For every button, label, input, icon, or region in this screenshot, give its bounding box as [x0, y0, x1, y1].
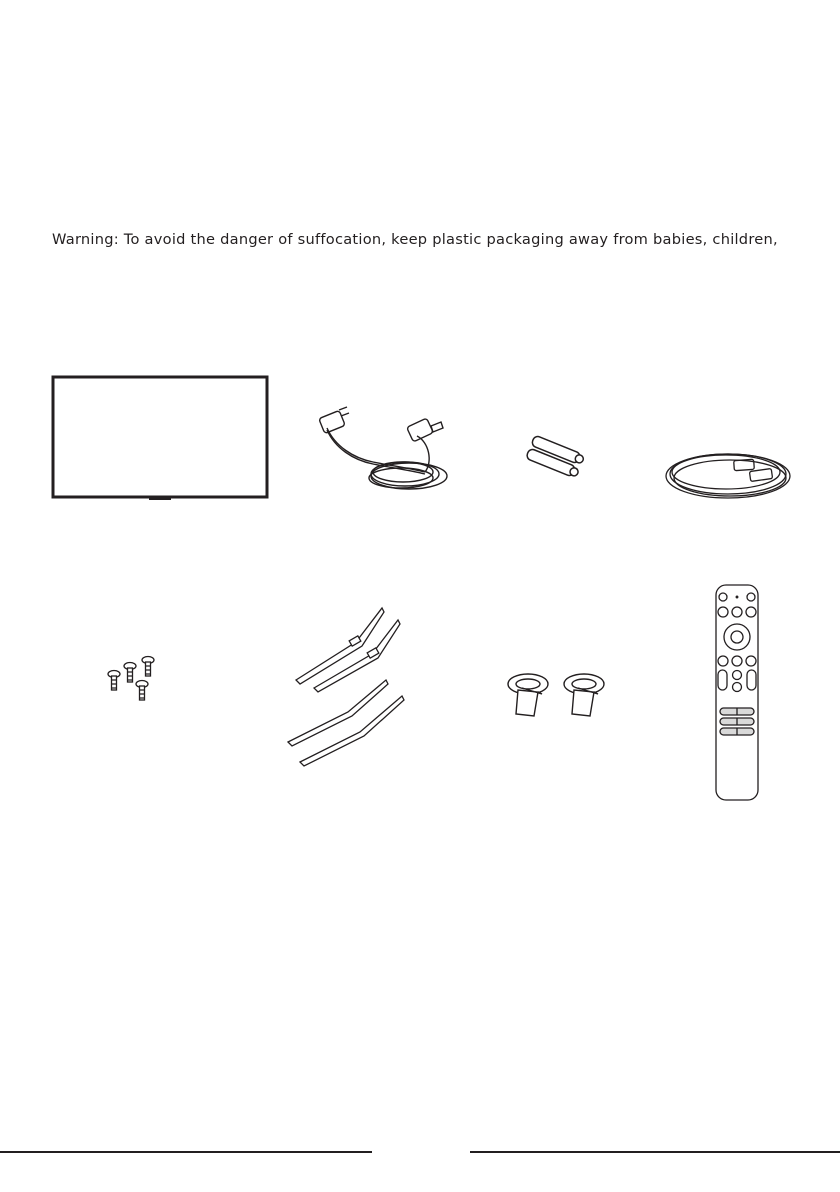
remote-control-icon	[713, 584, 761, 802]
warning-text: Warning: To avoid the danger of suffocation, keep plastic packaging away from babies, children,	[52, 231, 778, 248]
power-cord-icon	[313, 402, 453, 494]
footer-rule-left	[0, 1151, 372, 1153]
screws-icon	[104, 654, 166, 706]
batteries-icon	[522, 437, 592, 483]
stand-legs-icon	[286, 604, 412, 766]
footer-rule-right	[470, 1151, 840, 1153]
hdmi-cable-icon	[664, 446, 804, 502]
cable-clips-icon	[504, 666, 612, 718]
tv-icon	[50, 374, 270, 504]
